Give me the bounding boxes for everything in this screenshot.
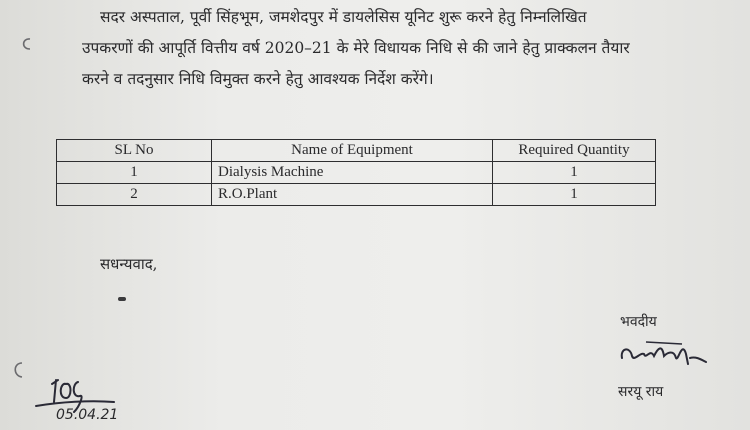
table-row — [57, 184, 656, 206]
handwritten-date: 05.04.21 — [56, 407, 119, 423]
cell-quantity: 1 — [493, 162, 656, 184]
cell-quantity: 1 — [493, 184, 656, 206]
table-header-row — [57, 140, 656, 162]
table-row — [57, 162, 656, 184]
request-paragraph — [82, 2, 710, 95]
closing-text: सधन्यवाद, — [100, 255, 158, 273]
paragraph-line: करने व तदनुसार निधि विमुक्त करने हेतु आवश्यक निर्देश करेंगे। — [82, 70, 434, 88]
ink-dot — [118, 297, 126, 301]
cell-equipment-name: R.O.Plant — [212, 184, 493, 206]
signatory-name: सरयू राय — [618, 384, 664, 400]
cell-sl-no: 2 — [57, 184, 212, 206]
punch-mark-icon — [10, 360, 26, 380]
signoff-text: भवदीय — [620, 314, 657, 330]
equipment-table — [56, 139, 656, 206]
cell-equipment-name: Dialysis Machine — [212, 162, 493, 184]
punch-mark-icon — [18, 36, 34, 52]
header-required-quantity: Required Quantity — [493, 140, 656, 162]
paragraph-line: सदर अस्पताल, पूर्वी सिंहभूम, जमशेदपुर में डायलेसिस यूनिट शुरू करने हेतु निम्नलिखित — [100, 8, 587, 26]
header-sl-no: SL No — [57, 140, 212, 162]
handwritten-signature — [616, 334, 708, 370]
header-equipment-name: Name of Equipment — [212, 140, 493, 162]
cell-sl-no: 1 — [57, 162, 212, 184]
paragraph-line: उपकरणों की आपूर्ति वित्तीय वर्ष 2020–21 के मेरे विधायक निधि से की जाने हेतु प्राक्कलन तैयार — [82, 39, 630, 57]
